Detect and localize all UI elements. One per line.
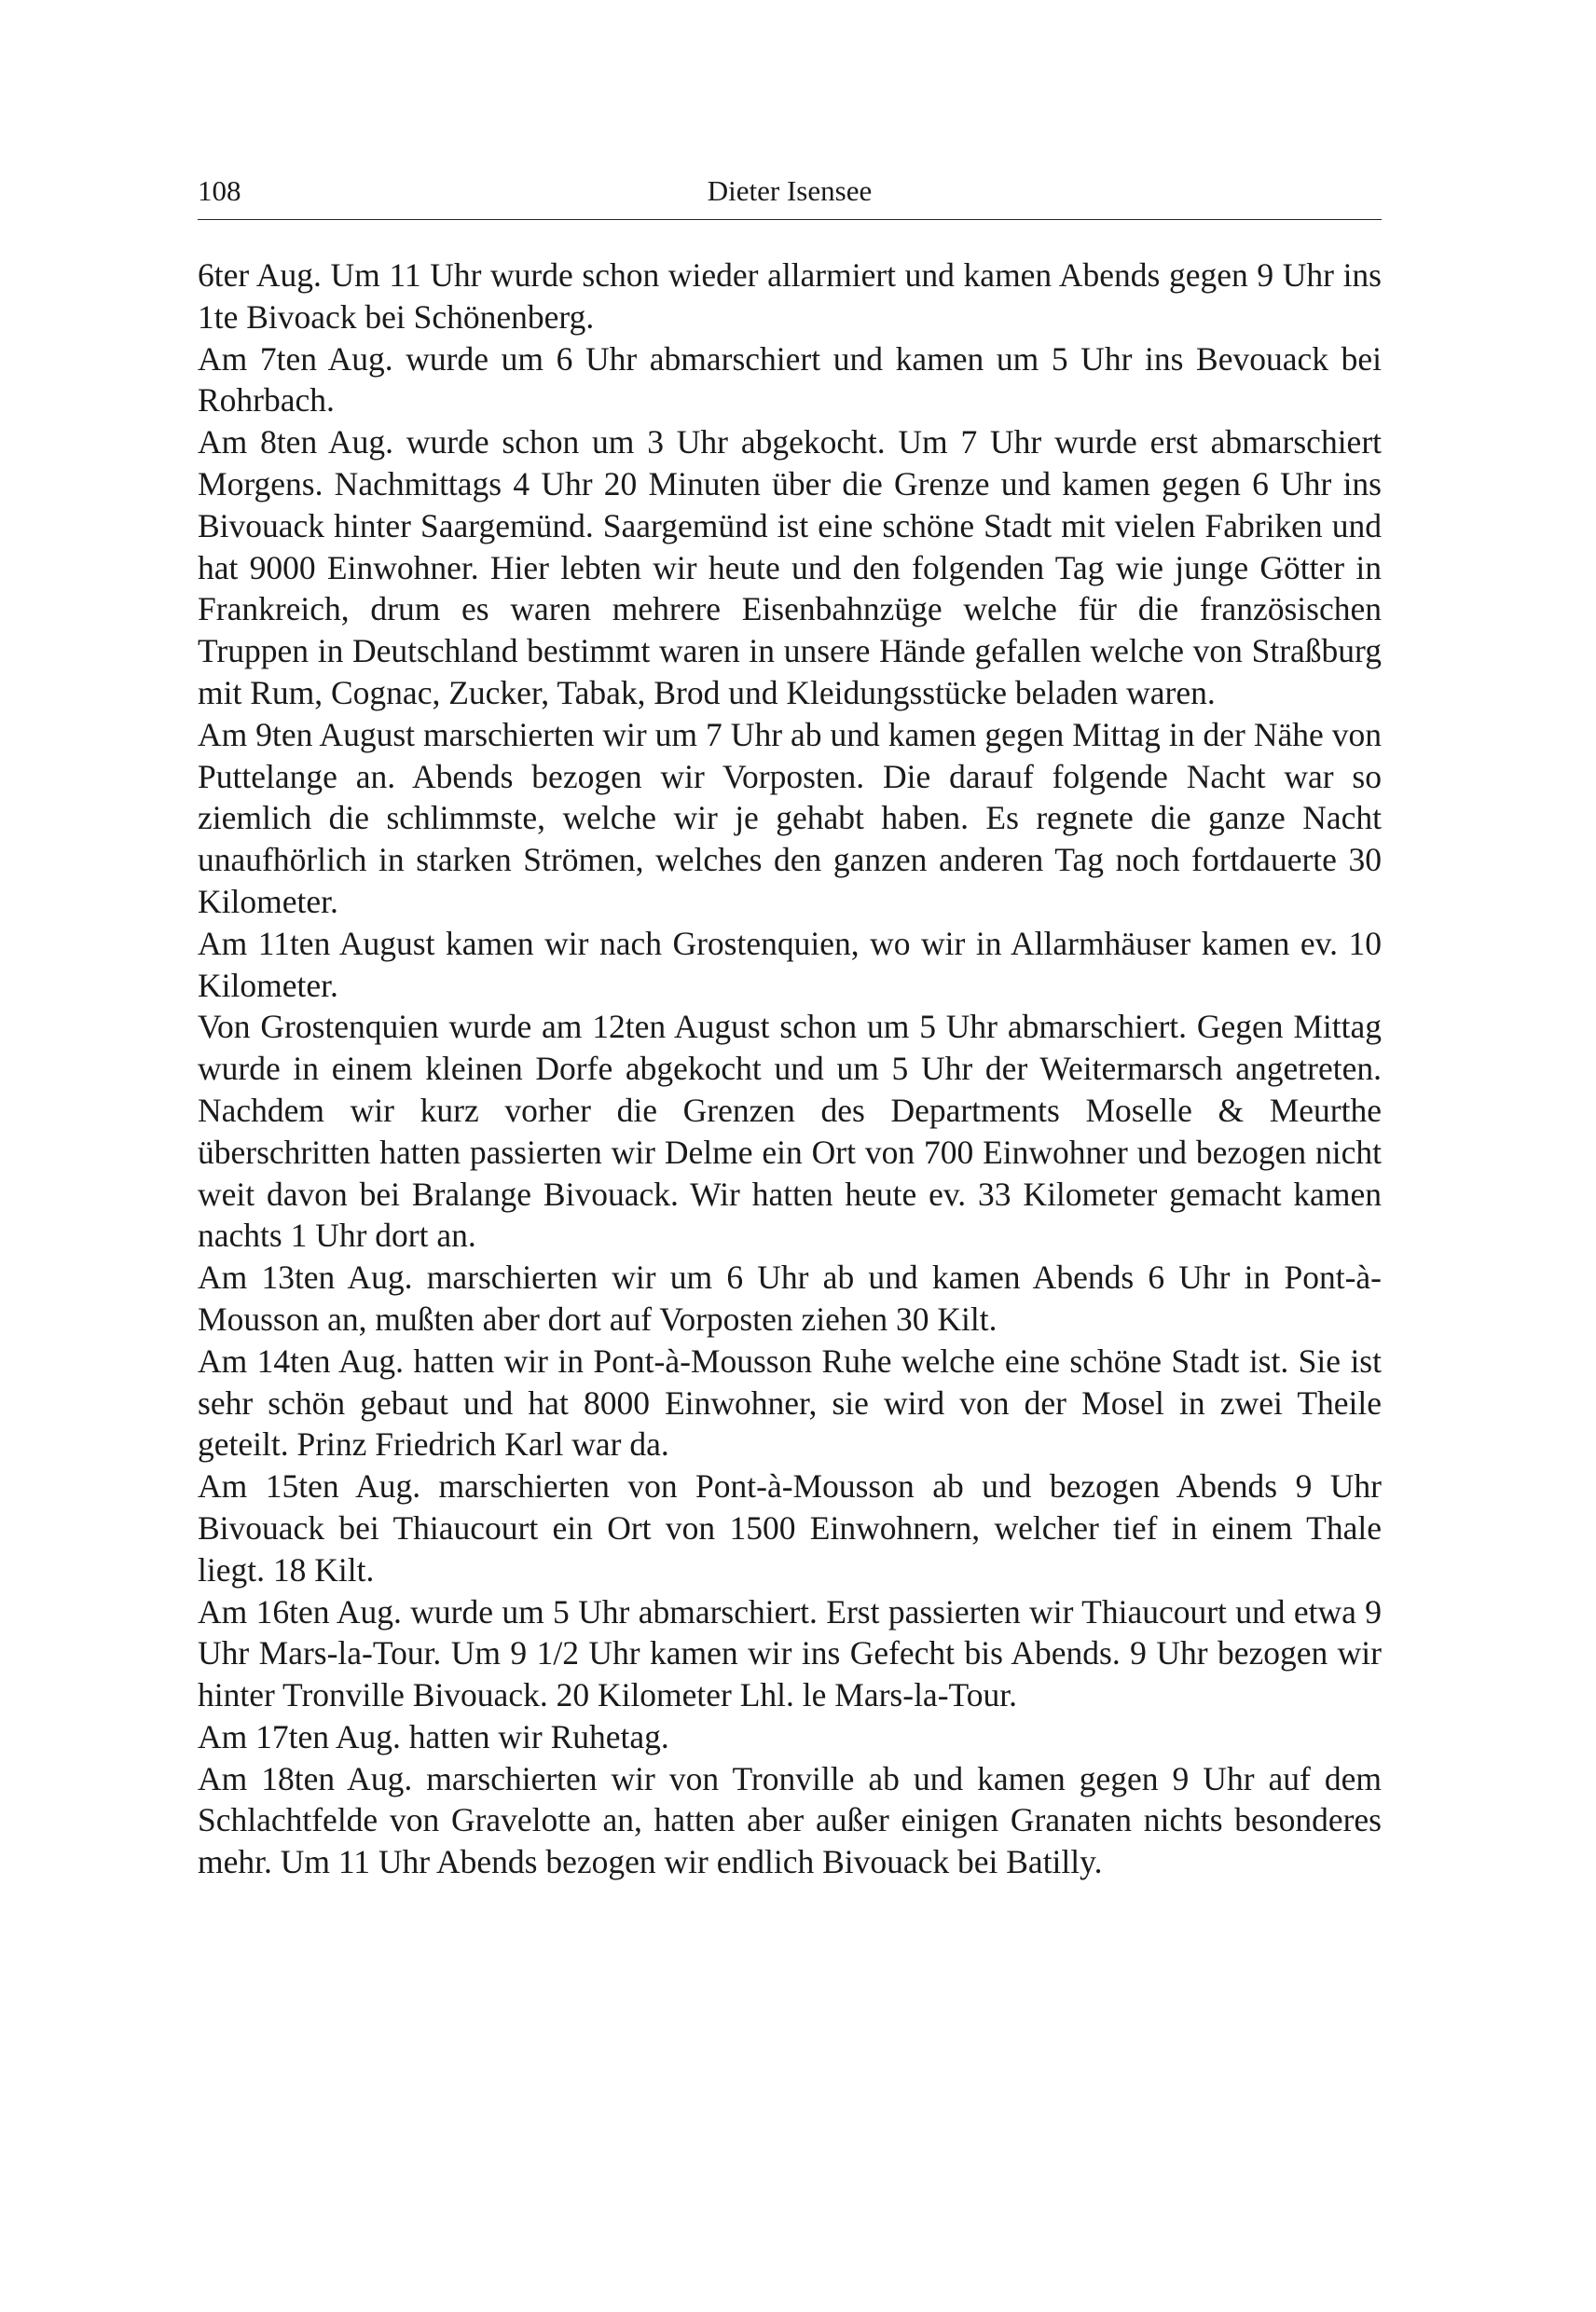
paragraph-aug-15: Am 15ten Aug. marschierten von Pont-à-Mousson ab und bezogen Abends 9 Uhr Bivouack bei Thiaucourt ein Ort von 1500 Einwohnern, welcher tief in einem Thale liegt. 18 Kilt. [198,1467,1382,1589]
running-title: Dieter Isensee [707,174,873,207]
paragraph-aug-8: Am 8ten Aug. wurde schon um 3 Uhr abgekocht. Um 7 Uhr wurde erst abmarschiert Morgens. Nachmittags 4 Uhr 20 Minuten über die Grenze und kamen gegen 6 Uhr ins Bivouack hinter Saargemünd. Saargemünd ist eine schöne Stadt mit vielen Fabriken und hat 9000 Einwohner. Hier lebten wir heute und den folgenden Tag wie junge Götter in Frankreich, drum es waren mehrere Eisenbahnzüge welche für die französischen Truppen in Deutschland bestimmt waren in unsere Hände gefallen welche von Straßburg mit Rum, Cognac, Zucker, Tabak, Brod und Kleidungsstücke beladen waren. [198,423,1382,711]
paragraph-aug-6: 6ter Aug. Um 11 Uhr wurde schon wieder allarmiert und kamen Abends gegen 9 Uhr ins 1te Bivoack bei Schönenberg. [198,256,1382,336]
paragraph-aug-11: Am 11ten August kamen wir nach Grostenquien, wo wir in Allarmhäuser kamen ev. 10 Kilometer. [198,924,1382,1004]
paragraph-aug-12: Von Grostenquien wurde am 12ten August schon um 5 Uhr abmarschiert. Gegen Mittag wurde in einem kleinen Dorfe abgekocht und um 5 Uhr der Weitermarsch angetreten. Nachdem wir kurz vorher die Grenzen des Departments Moselle & Meurthe überschritten hatten passierten wir Delme ein Ort von 700 Einwohner und bezogen nicht weit davon bei Bralange Bivouack. Wir hatten heute ev. 33 Kilometer gemacht kamen nachts 1 Uhr dort an. [198,1008,1382,1255]
paragraph-aug-13: Am 13ten Aug. marschierten wir um 6 Uhr ab und kamen Abends 6 Uhr in Pont-à-Mousson an, mußten aber dort auf Vorposten ziehen 30 Kilt. [198,1259,1382,1338]
body-text [198,255,1382,1883]
page-number: 108 [198,174,241,207]
running-head [198,170,1382,213]
paragraph-aug-17: Am 17ten Aug. hatten wir Ruhetag. [198,1717,669,1755]
paragraph-aug-16: Am 16ten Aug. wurde um 5 Uhr abmarschiert. Erst passierten wir Thiaucourt und etwa 9 Uhr Mars-la-Tour. Um 9 1/2 Uhr kamen wir ins Gefecht bis Abends. 9 Uhr bezogen wir hinter Tronville Bivouack. 20 Kilometer Lhl. le Mars-la-Tour. [198,1592,1382,1714]
paragraph-aug-7: Am 7ten Aug. wurde um 6 Uhr abmarschiert und kamen um 5 Uhr ins Bevouack bei Rohrbach. [198,339,1382,420]
paragraph-aug-9: Am 9ten August marschierten wir um 7 Uhr ab und kamen gegen Mittag in der Nähe von Puttelange an. Abends bezogen wir Vorposten. Die darauf folgende Nacht war so ziemlich die schlimmste, welche wir je gehabt haben. Es regnete die ganze Nacht unaufhörlich in starken Strömen, welches den ganzen anderen Tag noch fortdauerte 30 Kilometer. [198,715,1382,920]
paragraph-aug-18: Am 18ten Aug. marschierten wir von Tronville ab und kamen gegen 9 Uhr auf dem Schlachtfelde von Gravelotte an, hatten aber außer einigen Granaten nichts besonderes mehr. Um 11 Uhr Abends bezogen wir endlich Bivouack bei Batilly. [198,1759,1382,1881]
paragraph-aug-14: Am 14ten Aug. hatten wir in Pont-à-Mousson Ruhe welche eine schöne Stadt ist. Sie ist sehr schön gebaut und hat 8000 Einwohner, sie wird von der Mosel in zwei Theile geteilt. Prinz Friedrich Karl war da. [198,1342,1382,1464]
header-rule [198,219,1382,220]
